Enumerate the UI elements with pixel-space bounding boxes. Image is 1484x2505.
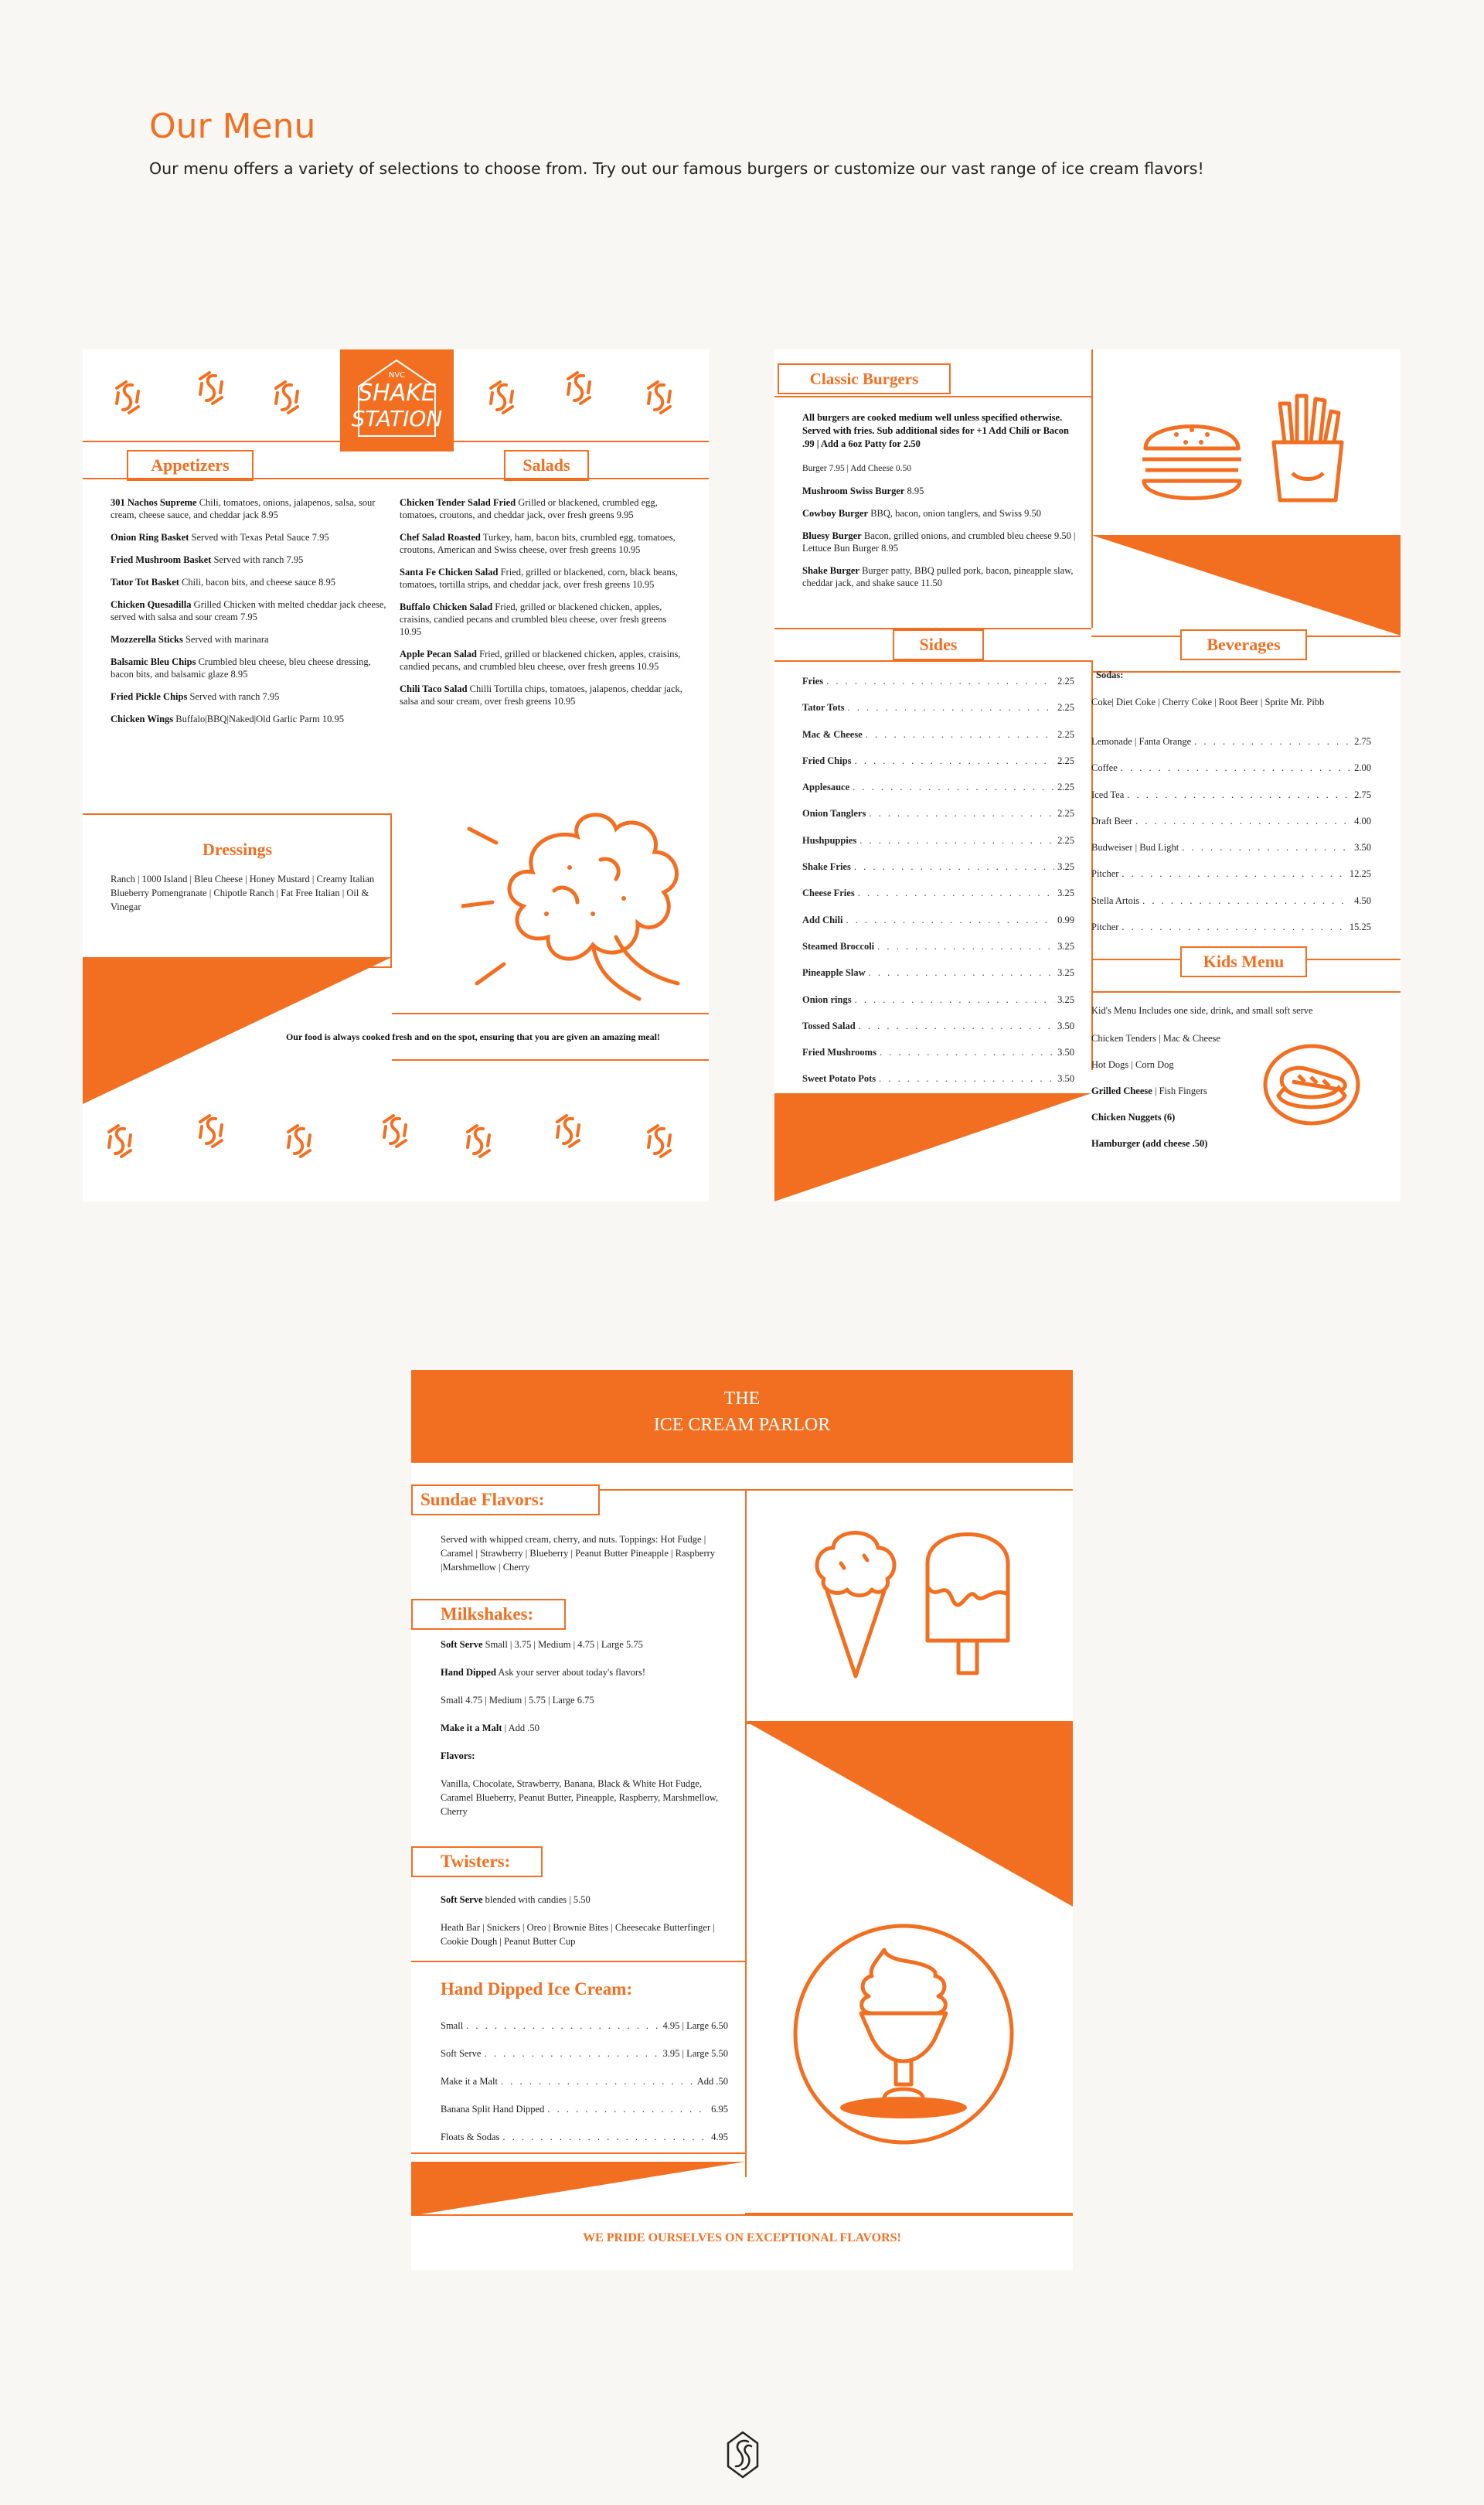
menu-item: Santa Fe Chicken Salad Fried, grilled or blackened, corn, black beans, tomatoes, tortilla strips, and cheddar jack, over fresh greens 10.95 (400, 567, 678, 590)
orange-triangle-decor (745, 1721, 1073, 1907)
salads-list (400, 496, 689, 717)
list-item: Sweet Potato Pots . . . 3.50 (802, 1065, 1074, 1092)
milkshakes-hand-dipped: Hand Dipped Ask your server about today's flavors! (441, 1667, 646, 1678)
sundae-text: Served with whipped cream, cherry, and nuts. Toppings: Hot Fudge | Caramel | Strawberry | Blueberry | Peanut Butter Pineapple | Raspberry |Marshmellow | Cherry (441, 1534, 716, 1573)
popsicle-icon (921, 1525, 1014, 1679)
burgers-intro: All burgers are cooked medium well unless specified otherwise. Served with fries. Sub additional sides for +1 Add Chili or Bacon .99 | Add a 6oz Patty for 2.50 (802, 412, 1069, 449)
list-item: Hushpuppies . . . 2.25 (802, 827, 1074, 854)
orange-triangle-decor (411, 2162, 745, 2216)
menu-item: Fried Mushroom Basket Served with ranch 7.95 (111, 554, 304, 565)
s-hexagon-icon (551, 1111, 585, 1151)
milkshakes-sizes: Small 4.75 | Medium | 5.75 | Large 6.75 (441, 1695, 594, 1706)
menu-item: 301 Nachos Supreme Chili, tomatoes, onions, jalapenos, salsa, sour cream, cheese sauce, and cheddar jack 8.95 (111, 497, 376, 520)
s-hexagon-icon (485, 377, 519, 418)
fries-icon (1269, 388, 1346, 504)
menu-item: Mozzerella Sticks Served with marinara (111, 634, 269, 645)
s-hexagon-icon (194, 1111, 228, 1151)
dressings-heading: Dressings (202, 840, 273, 859)
list-item: Fries . . . 2.25 (802, 668, 1074, 694)
menu-item: Bluesy Burger Bacon, grilled onions, and crumbled bleu cheese 9.50 | Lettuce Bun Burger 8.95 (802, 530, 1076, 554)
logo-line1: SHAKE (358, 380, 436, 407)
s-hexagon-icon (642, 377, 676, 418)
orange-triangle-decor (774, 1093, 1091, 1201)
page-title: Our Menu (149, 107, 316, 146)
burgers-list (802, 462, 1081, 599)
s-hexagon-icon (103, 1121, 137, 1161)
divider-line (1091, 991, 1401, 993)
classic-burgers-heading: Classic Burgers (778, 363, 951, 394)
banner-line2: ICE CREAM PARLOR (653, 1415, 831, 1435)
s-hexagon-icon (282, 1121, 316, 1161)
s-hexagon-icon (562, 368, 596, 408)
milkshake-glass-icon (791, 1922, 1016, 2146)
milkshakes-flavors-text: Vanilla, Chocolate, Strawberry, Banana, Black & White Hot Fudge, Caramel Blueberry, Peanut Butter, Pineapple, Raspberry, Marshmellow, Cherry (441, 1778, 719, 1817)
kids-menu-heading: Kids Menu (1180, 946, 1307, 977)
sundae-heading: Sundae Flavors: (411, 1484, 600, 1515)
divider-line (392, 1059, 709, 1061)
dressings-text: Ranch | 1000 Island | Bleu Cheese | Honey Mustard | Creamy Italian Blueberry Pomengranate | Chipotle Ranch | Fat Free Italian | Oil & Vinegar (111, 874, 375, 912)
sodas-label: Sodas: (1096, 670, 1124, 680)
beverages-list (1091, 728, 1371, 940)
list-item: Banana Split Hand Dipped . . . 6.95 (441, 2095, 728, 2123)
s-hexagon-icon (194, 368, 228, 408)
list-item: Tator Tots . . . 2.25 (802, 694, 1074, 721)
sides-heading: Sides (893, 629, 984, 660)
list-item: Soft Serve . . . 3.95 | Large 5.50 (441, 2040, 728, 2067)
list-item: Pitcher . . . 12.25 (1091, 861, 1371, 887)
banner-line1: THE (723, 1389, 761, 1409)
beverages-heading: Beverages (1180, 629, 1307, 660)
menu-item: Chicken Wings Buffalo|BBQ|Naked|Old Garlic Parm 10.95 (111, 714, 344, 724)
menu-page-ice-cream (411, 1370, 1073, 2270)
milkshakes-soft-serve: Soft Serve Small | 3.75 | Medium | 4.75 | Large 5.75 (441, 1639, 643, 1650)
list-item: Draft Beer . . . 4.00 (1091, 808, 1371, 834)
menu-page-appetizers (83, 349, 709, 1201)
salads-heading: Salads (504, 450, 589, 481)
s-hexagon-icon (270, 377, 304, 418)
list-item: Chicken Nuggets (6) (1091, 1112, 1176, 1123)
s-hexagon-icon (378, 1111, 412, 1151)
twisters-heading: Twisters: (411, 1846, 543, 1877)
list-item: Coffee . . . 2.00 (1091, 755, 1371, 781)
hand-dipped-heading: Hand Dipped Ice Cream: (441, 1979, 633, 1999)
logo (340, 349, 454, 452)
list-item: Add Chili . . . 0.99 (802, 907, 1074, 933)
menu-item: Chicken Quesadilla Grilled Chicken with melted cheddar jack cheese, served with salsa and sour cream 7.95 (111, 599, 386, 622)
menu-item: Chicken Tender Salad Fried Grilled or blackened, crumbled egg, tomatoes, croutons, and cheddar jack, over fresh greens 9.95 (400, 497, 658, 520)
list-item: Lemonade | Fanta Orange . . . 2.75 (1091, 728, 1371, 755)
ice-cream-cone-icon (813, 1525, 898, 1679)
list-item: Mac & Cheese . . . 2.25 (802, 721, 1074, 748)
sodas-text: Coke| Diet Coke | Cherry Coke | Root Beer | Sprite Mr. Pibb (1091, 697, 1325, 707)
sides-list (802, 668, 1074, 1092)
list-item: Pitcher . . . 15.25 (1091, 914, 1371, 940)
divider-line (411, 2214, 1073, 2216)
list-item: Floats & Sodas . . . 4.95 (441, 2123, 728, 2151)
orange-triangle-decor (1091, 535, 1401, 636)
menu-item: Tator Tot Basket Chili, bacon bits, and cheese sauce 8.95 (111, 577, 335, 588)
s-hexagon-logo-icon (725, 2429, 761, 2480)
logo-line2: STATION (351, 406, 443, 431)
logo-small-text: NVC (388, 371, 406, 380)
menu-item: Apple Pecan Salad Fried, grilled or blackened chicken, apples, craisins, candied pecans, and crumbled bleu cheese, over fresh greens 10.95 (400, 649, 681, 672)
broccoli-icon (461, 806, 701, 1022)
burger-icon (1138, 404, 1246, 504)
divider-line (774, 660, 1091, 662)
menu-item: Chef Salad Roasted Turkey, ham, bacon bits, crumbled egg, tomatoes, croutons, American and Swiss cheese, over fresh greens 10.95 (400, 532, 676, 555)
divider-line (83, 441, 709, 442)
hand-dipped-list (441, 2012, 728, 2151)
s-hexagon-icon (461, 1121, 495, 1161)
kids-list (1091, 1031, 1261, 1163)
list-item: Hot Dogs | Corn Dog (1091, 1059, 1174, 1070)
list-item: Shake Fries . . . 3.25 (802, 854, 1074, 880)
menu-item: Mushroom Swiss Burger 8.95 (802, 486, 924, 496)
menu-item: Fried Pickle Chips Served with ranch 7.95 (111, 691, 280, 702)
orange-triangle-decor (83, 957, 392, 1104)
menu-item: Chili Taco Salad Chilli Tortilla chips, tomatoes, jalapenos, cheddar jack, salsa and sour cream, over fresh greens 10.95 (400, 683, 682, 707)
milkshakes-heading: Milkshakes: (411, 1599, 566, 1630)
divider-line (83, 478, 709, 479)
list-item: Hamburger (add cheese .50) (1091, 1138, 1208, 1149)
footer-tagline: WE PRIDE OURSELVES ON EXCEPTIONAL FLAVORS! (583, 2231, 901, 2244)
menu-page-burgers (774, 349, 1401, 1201)
menu-item: Burger 7.95 | Add Cheese 0.50 (802, 464, 912, 473)
divider-line (1091, 671, 1401, 673)
list-item: Cheese Fries . . . 3.25 (802, 880, 1074, 906)
ice-cream-banner (411, 1370, 1073, 1463)
list-item: Fried Chips . . . 2.25 (802, 748, 1074, 774)
footer-note: Our food is always cooked fresh and on the spot, ensuring that you are given an amazing meal! (285, 1031, 661, 1042)
kids-intro: Kid's Menu Includes one side, drink, and small soft serve (1091, 1005, 1313, 1016)
appetizers-list (111, 496, 389, 735)
page-description: Our menu offers a variety of selections to choose from. Try out our famous burgers or customize our vast range of ice cream flavors! (149, 159, 1204, 178)
list-item: Onion rings . . . 3.25 (802, 987, 1074, 1013)
divider-line (774, 396, 1091, 397)
menu-item: Cowboy Burger BBQ, bacon, onion tanglers, and Swiss 9.50 (802, 508, 1042, 519)
twisters-candies: Heath Bar | Snickers | Oreo | Brownie Bites | Cheesecake Butterfinger | Cookie Dough | Peanut Butter Cup (441, 1922, 715, 1947)
list-item: Fried Mushrooms . . . 3.50 (802, 1039, 1074, 1065)
menu-item: Shake Burger Burger patty, BBQ pulled pork, bacon, pineapple slaw, cheddar jack, and shake sauce 11.50 (802, 565, 1074, 588)
twisters-soft-serve: Soft Serve blended with candies | 5.50 (441, 1894, 591, 1905)
appetizers-heading: Appetizers (127, 450, 254, 481)
list-item: Onion Tanglers . . . 2.25 (802, 800, 1074, 826)
list-item: Tossed Salad . . . 3.50 (802, 1013, 1074, 1039)
divider-line (392, 1013, 709, 1014)
list-item: Budweiser | Bud Light . . . 3.50 (1091, 834, 1371, 861)
list-item: Stella Artois . . . 4.50 (1091, 888, 1371, 914)
hotdog-icon (1261, 1041, 1362, 1128)
milkshakes-malt: Make it a Malt | Add .50 (441, 1723, 539, 1733)
s-hexagon-icon (111, 377, 145, 418)
list-item: Pineapple Slaw . . . 3.25 (802, 959, 1074, 986)
list-item: Grilled Cheese | Fish Fingers (1091, 1086, 1207, 1096)
menu-item: Onion Ring Basket Served with Texas Petal Sauce 7.95 (111, 532, 329, 543)
s-hexagon-icon (642, 1121, 676, 1161)
list-item: Steamed Broccoli . . . 3.25 (802, 933, 1074, 959)
menu-item: Balsamic Bleu Chips Crumbled bleu cheese, bleu cheese dressing, bacon bits, and balsamic glaze 8.95 (111, 656, 371, 680)
milkshakes-flavors-label: Flavors: (441, 1750, 475, 1761)
list-item: Applesauce . . . 2.25 (802, 774, 1074, 800)
list-item: Chicken Tenders | Mac & Cheese (1091, 1033, 1220, 1044)
list-item: Small . . . 4.95 | Large 6.50 (441, 2012, 728, 2040)
list-item: Iced Tea . . . 2.75 (1091, 782, 1371, 808)
list-item: Make it a Malt . . . Add .50 (441, 2067, 728, 2095)
menu-item: Buffalo Chicken Salad Fried, grilled or blackened chicken, apples, craisins, candied pecans and crumbled bleu cheese, over fresh greens 10.95 (400, 602, 667, 637)
